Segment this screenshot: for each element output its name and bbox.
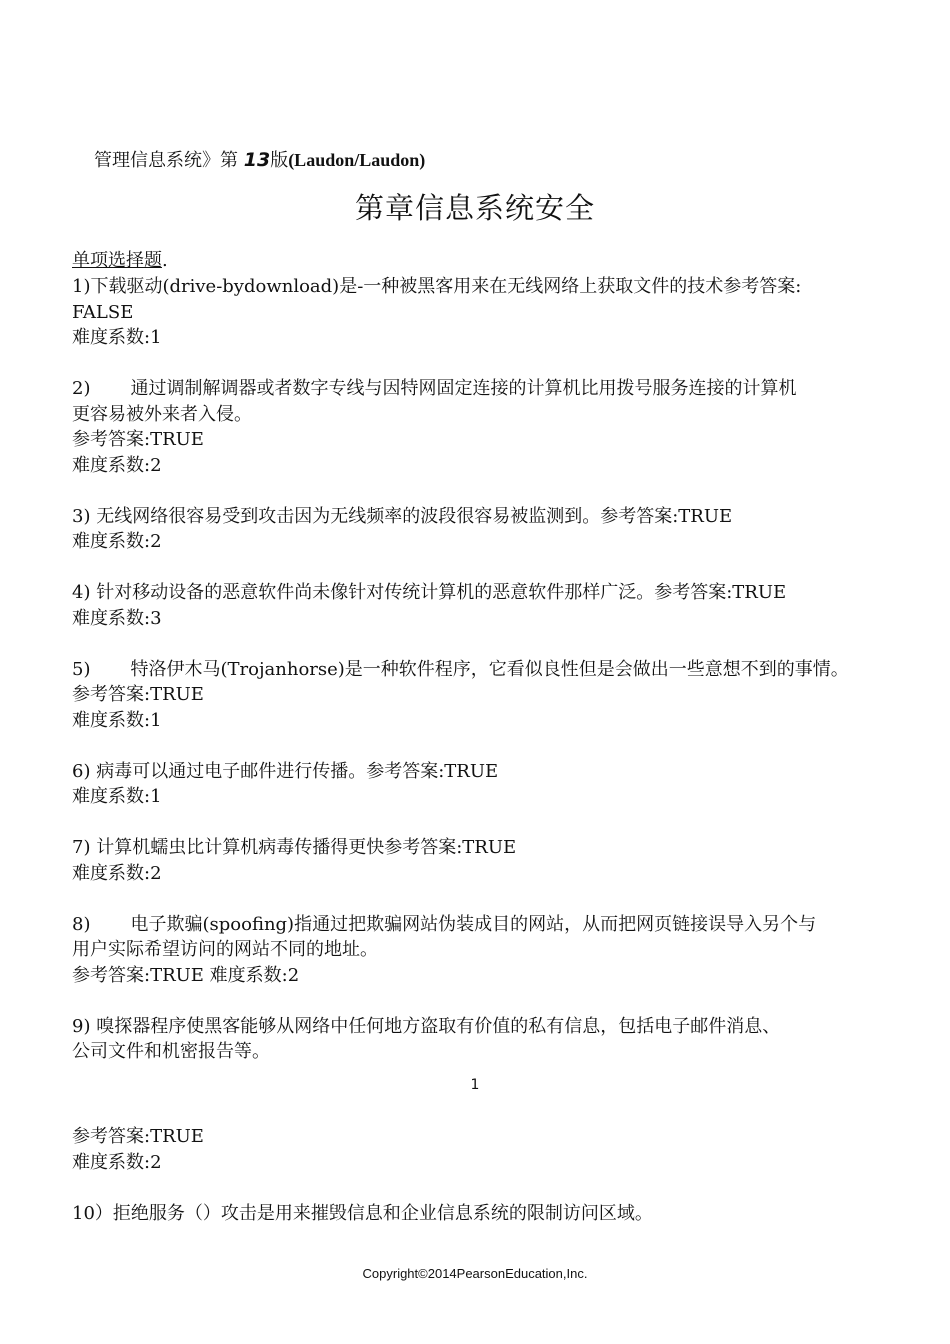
question-3	[72, 504, 892, 555]
question-text: 1)下载驱动(drive-bydownload)是-一种被黑客用来在无线网络上获取文件的技术参考答案:	[72, 276, 802, 297]
answer-text: FALSE	[72, 301, 134, 323]
question-text: 9) 嗅探器程序使黑客能够从网络中任何地方盗取有价值的私有信息，包括电子邮件消息、	[72, 1015, 781, 1037]
question-number: 2)	[72, 378, 91, 399]
book-header	[94, 146, 425, 172]
difficulty-text: 难度系数:2	[72, 862, 162, 884]
book-title-prefix: 管理信息系统》第	[94, 150, 238, 171]
question-5	[72, 657, 892, 734]
question-10	[72, 1201, 892, 1227]
section-heading	[72, 246, 168, 272]
difficulty-text: 难度系数:2	[72, 531, 162, 552]
answer-text: 参考答案:TRUE	[72, 429, 204, 450]
question-text: 3) 无线网络很容易受到攻击因为无线频率的波段很容易被监测到。参考答案:TRUE	[72, 505, 733, 527]
question-list	[72, 274, 892, 1090]
question-9-answer	[72, 1124, 892, 1175]
question-text: 2) 通过调制解调器或者数字专线与因特网固定连接的计算机比用拨号服务连接的计算机	[72, 378, 797, 399]
question-2	[72, 376, 892, 478]
question-text: 4) 针对移动设备的恶意软件尚未像针对传统计算机的恶意软件那样广泛。参考答案:TRUE	[72, 582, 787, 603]
difficulty-text: 难度系数:1	[72, 327, 162, 348]
difficulty-text: 难度系数:2	[72, 1151, 162, 1173]
authors: (Laudon/Laudon)	[288, 150, 426, 170]
page-number: 1	[470, 1077, 480, 1093]
question-number: 5)	[72, 658, 91, 680]
question-7	[72, 835, 892, 886]
question-list-continued	[72, 1124, 892, 1252]
copyright-footer: Copyright©2014PearsonEducation,Inc.	[362, 1266, 588, 1281]
question-text-cont: 更容易被外来者入侵。	[72, 403, 252, 425]
edition-number: 13	[243, 149, 271, 171]
question-9	[72, 1014, 892, 1065]
difficulty-text: 难度系数:1	[72, 786, 162, 807]
answer-text: 参考答案:TRUE	[72, 684, 204, 705]
difficulty-text: 难度系数:1	[72, 709, 162, 731]
section-heading-text: 单项选择题	[72, 250, 162, 271]
question-6	[72, 759, 892, 810]
question-4	[72, 580, 892, 631]
difficulty-text: 难度系数:3	[72, 607, 162, 629]
question-text-cont: 公司文件和机密报告等。	[72, 1041, 270, 1062]
edition-suffix: 版	[270, 150, 289, 171]
chapter-title: 第章信息系统安全	[354, 191, 595, 225]
question-number: 8)	[72, 913, 91, 935]
question-text: 7) 计算机蠕虫比计算机病毒传播得更快参考答案:TRUE	[72, 837, 517, 858]
question-8	[72, 912, 892, 989]
difficulty-text: 难度系数:2	[72, 454, 162, 476]
answer-text: 参考答案:TRUE	[72, 1126, 204, 1147]
section-heading-trailing: .	[162, 250, 168, 271]
answer-text: 参考答案:TRUE 难度系数:2	[72, 964, 300, 986]
question-text: 8) 电子欺骗(spoofing)指通过把欺骗网站伪装成目的网站，从而把网页链接误导入另个与	[72, 913, 817, 935]
question-text-cont: 用户实际希望访问的网站不同的地址。	[72, 939, 378, 960]
question-text: 5) 特洛伊木马(Trojanhorse)是一种软件程序，它看似良性但是会做出一些意想不到的事情。	[72, 658, 849, 680]
question-1	[72, 274, 892, 351]
question-text: 6) 病毒可以通过电子邮件进行传播。参考答案:TRUE	[72, 760, 499, 782]
question-text: 10）拒绝服务（）攻击是用来摧毁信息和企业信息系统的限制访问区域。	[72, 1202, 653, 1224]
